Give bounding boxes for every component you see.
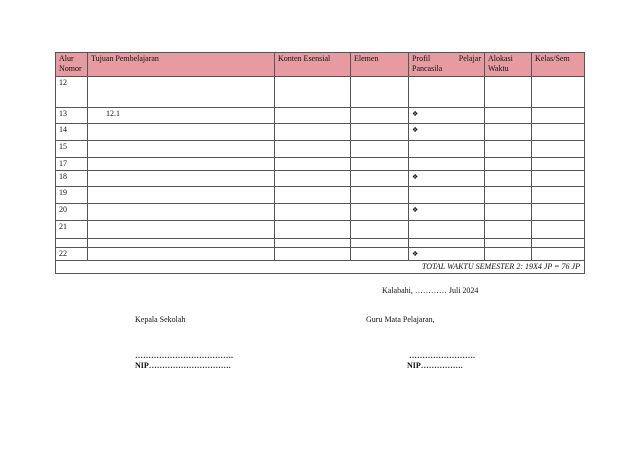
tujuan-cell: 12.1 [88,108,275,124]
header-elemen: Elemen [351,53,409,77]
table-row [56,124,585,141]
row-number: 15 [56,141,88,158]
tujuan-cell [88,124,275,141]
table-row [56,158,585,171]
header-alur-nomor: Alur Nomor [56,53,88,77]
table-row [56,77,585,108]
table-row [56,221,585,239]
table-row [56,239,585,248]
profil-cell [409,221,485,239]
tujuan-cell [88,239,275,248]
row-number: 13 [56,108,88,124]
table-header-row [56,53,585,77]
table-row [56,248,585,261]
learning-objectives-table [55,52,585,274]
principal-name-line: ………………………………. [135,351,233,360]
total-row [56,261,585,274]
profil-cell [409,77,485,108]
row-number: 14 [56,124,88,141]
tujuan-cell [88,187,275,204]
teacher-nip: NIP……………. [407,361,463,370]
tujuan-cell [88,248,275,261]
row-number: 20 [56,204,88,221]
principal-nip: NIP…………………………. [135,361,231,370]
tujuan-cell [88,221,275,239]
tujuan-cell [88,141,275,158]
tujuan-cell [88,77,275,108]
table-row [56,187,585,204]
row-number: 12 [56,77,88,108]
teacher-name-line: ……………………. [409,351,475,360]
profil-cell [409,239,485,248]
row-number: 19 [56,187,88,204]
place-date: Kalabahi, ………… Juli 2024 [382,286,479,295]
principal-title: Kepala Sekolah [135,315,186,324]
diamond-bullet-icon: ❖ [409,171,485,187]
row-number: 22 [56,248,88,261]
header-alokasi-waktu: Alokasi Waktu [485,53,532,77]
table-row [56,141,585,158]
table-row [56,171,585,187]
diamond-bullet-icon: ❖ [409,248,485,261]
tujuan-cell [88,171,275,187]
row-number [56,239,88,248]
tujuan-cell [88,158,275,171]
row-number: 17 [56,158,88,171]
row-number: 18 [56,171,88,187]
tujuan-cell [88,204,275,221]
table-row [56,204,585,221]
profil-cell [409,158,485,171]
header-kelas-sem: Kelas/Sem [532,53,585,77]
table-row [56,108,585,124]
teacher-title: Guru Mata Pelajaran, [366,315,435,324]
diamond-bullet-icon: ❖ [409,124,485,141]
header-profil-pelajar-pancasila: Profil Pelajar Pancasila [409,53,485,77]
total-waktu-semester: TOTAL WAKTU SEMESTER 2: 19X4 JP = 76 JP [56,261,585,274]
profil-cell [409,187,485,204]
diamond-bullet-icon: ❖ [409,108,485,124]
header-konten-esensial: Konten Esensial [275,53,351,77]
profil-cell [409,141,485,158]
header-tujuan-pembelajaran: Tujuan Pembelajaran [88,53,275,77]
row-number: 21 [56,221,88,239]
diamond-bullet-icon: ❖ [409,204,485,221]
